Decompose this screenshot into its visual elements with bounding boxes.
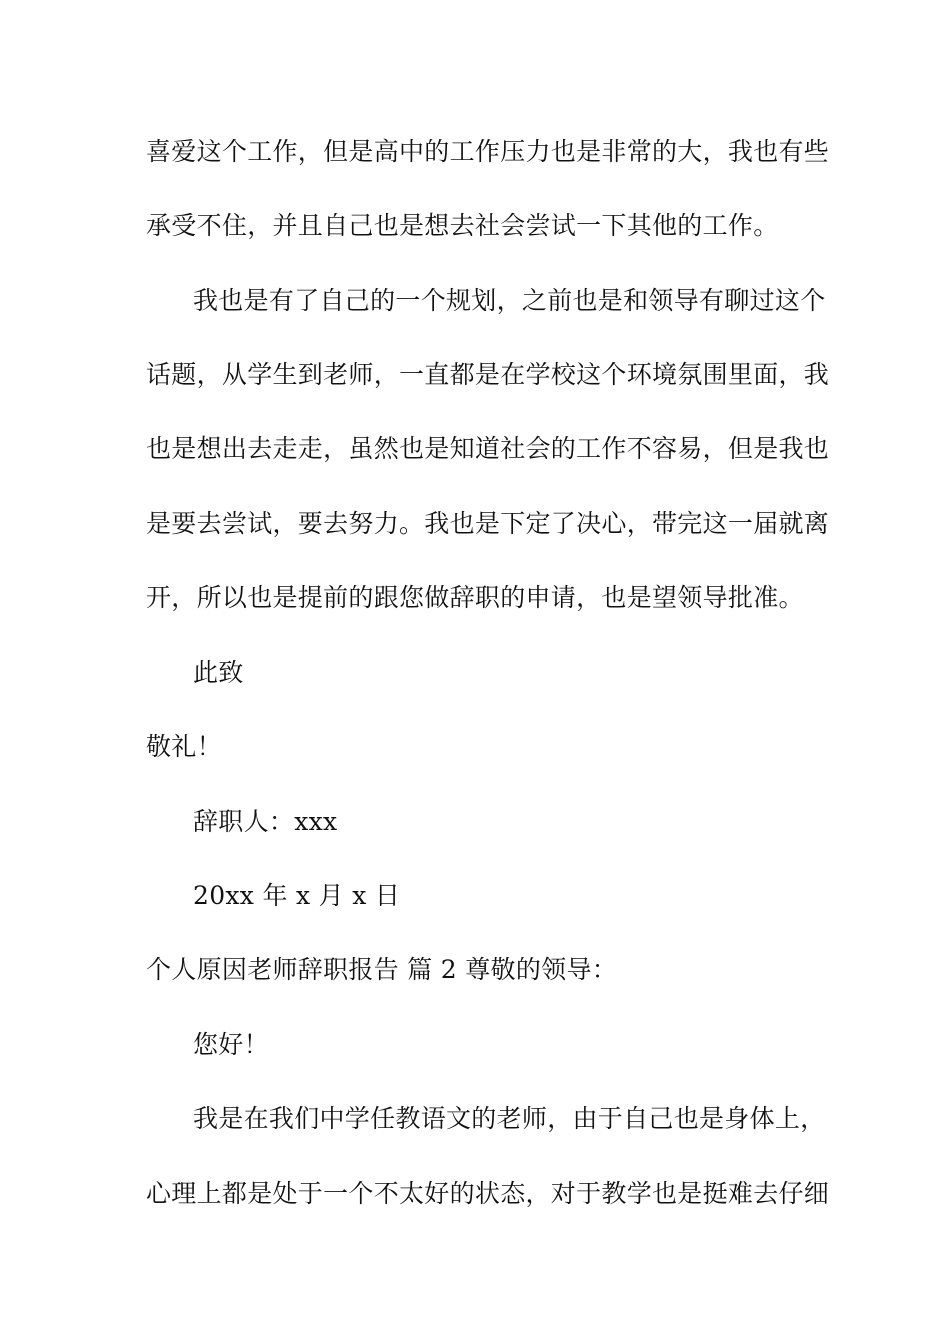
closing-salutation: 此致 bbox=[193, 658, 244, 687]
date-line: 20xx 年 x 月 x 日 bbox=[193, 881, 401, 910]
body-text-line: 话题，从学生到老师，一直都是在学校这个环境氛围里面，我 bbox=[146, 360, 830, 389]
body-text-line: 我是在我们中学任教语文的老师，由于自己也是身体上， bbox=[193, 1104, 826, 1133]
body-text-line: 开，所以也是提前的跟您做辞职的申请，也是望领导批准。 bbox=[146, 583, 804, 612]
body-text-line: 喜爱这个工作，但是高中的工作压力也是非常的大，我也有些 bbox=[146, 137, 830, 166]
body-text-line: 承受不住，并且自己也是想去社会尝试一下其他的工作。 bbox=[146, 211, 779, 240]
section-heading: 个人原因老师辞职报告 篇 2 尊敬的领导： bbox=[146, 955, 618, 984]
body-text-line: 我也是有了自己的一个规划，之前也是和领导有聊过这个 bbox=[193, 286, 826, 315]
signature-line: 辞职人：xxx bbox=[193, 807, 338, 836]
body-text-line: 是要去尝试，要去努力。我也是下定了决心，带完这一届就离 bbox=[146, 509, 830, 538]
body-text-line: 也是想出去走走，虽然也是知道社会的工作不容易，但是我也 bbox=[146, 434, 830, 463]
closing-respect: 敬礼！ bbox=[146, 732, 222, 761]
greeting-line: 您好！ bbox=[193, 1030, 269, 1059]
body-text-line: 心理上都是处于一个不太好的状态，对于教学也是挺难去仔细 bbox=[146, 1179, 830, 1208]
